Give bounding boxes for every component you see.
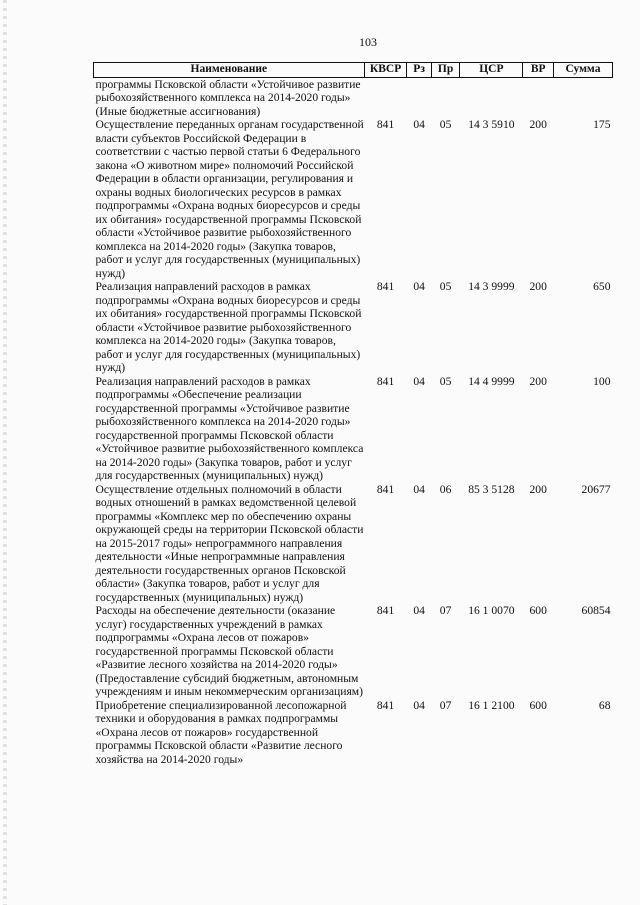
header-kvsr: КВСР [364, 63, 407, 78]
row-name: Реализация направлений расходов в рамках подпрограммы «Обеспечение реализации государственной программы «Устойчивое развитие рыбохозяйственного комплекса на 2014-2020 годы» государственной программы Псковской области «Устойчивое развитие рыбохозяйственного комплекса на 2014-2020 годы» (Закупка товаров, работ и услуг для государственных (муниципальных) нужд) [95, 374, 364, 482]
budget-table [93, 62, 613, 766]
table-row [94, 118, 613, 280]
row-pr: 05 [439, 374, 452, 388]
table-row [94, 483, 613, 605]
row-csr: 85 3 5128 [468, 482, 515, 496]
row-kvsr: 841 [376, 482, 395, 496]
row-sum: 20677 [581, 482, 611, 496]
row-kvsr: 841 [376, 374, 395, 388]
row-rz: 04 [413, 280, 425, 293]
row-pr: 07 [439, 604, 452, 617]
table-row [94, 699, 613, 767]
row-pr: 05 [439, 118, 452, 131]
row-vr: 200 [529, 280, 547, 293]
row-name: Расходы на обеспечение деятельности (оказание услуг) государственных учреждений в рамках подпрограммы «Охрана лесов от пожаров» государственной программы Псковской области «Развитие лесного хозяйства на 2014-2020 годы» (Предоставление субсидий бюджетным, автономным учреждениям и иным некоммерческим организациям) [95, 604, 363, 698]
header-name: Наименование [94, 63, 365, 78]
row-vr: 200 [529, 482, 547, 496]
row-vr: 200 [529, 374, 547, 388]
row-csr: 14 3 9999 [468, 280, 515, 293]
row-kvsr: 841 [376, 604, 395, 617]
row-name: программы Псковской области «Устойчивое развитие рыбохозяйственного комплекса на 2014-2020 годы» (Иные бюджетные ассигнования) [95, 77, 361, 118]
row-vr: 200 [529, 118, 547, 131]
header-vr: ВР [523, 63, 554, 78]
row-csr: 14 3 5910 [468, 118, 515, 131]
row-sum: 100 [593, 374, 611, 388]
row-pr: 05 [439, 280, 452, 293]
row-kvsr: 841 [376, 698, 395, 712]
row-name: Осуществление переданных органам государственной власти субъектов Российской Федерации в соответствии с частью первой статьи 6 Федерального закона «О животном мире» полномочий Российской Федерации в области организации, регулирования и охраны водных биологических ресурсов в рамках подпрограммы «Охрана водных биоресурсов и среды их обитания» государственной программы Псковской области «Устойчивое развитие рыбохозяйственного комплекса на 2014-2020 годы» (Закупка товаров, работ и услуг для государственных (муниципальных) нужд) [95, 118, 364, 280]
row-rz: 04 [413, 482, 425, 496]
header-rz: Рз [407, 63, 431, 78]
table-row [94, 604, 613, 699]
row-name: Осуществление отдельных полномочий в области водных отношений в рамках ведомственной целевой программы «Комплекс мер по обеспечению охраны окружающей среды на территории Псковской области на 2015-2017 годы» непрограммного направления деятельности «Иные непрограммные направления деятельности государственных органов Псковской области» (Закупка товаров, работ и услуг для государственных (муниципальных) нужд) [95, 482, 364, 604]
row-sum: 650 [593, 280, 611, 293]
row-name: Реализация направлений расходов в рамках подпрограммы «Охрана водных биоресурсов и среды их обитания» государственной программы Псковской области «Устойчивое развитие рыбохозяйственного комплекса на 2014-2020 годы» (Закупка товаров, работ и услуг для государственных (муниципальных) нужд) [95, 280, 362, 374]
row-csr: 14 4 9999 [468, 374, 515, 388]
row-sum: 60854 [581, 604, 611, 617]
row-rz: 04 [413, 604, 425, 617]
row-csr: 16 1 2100 [468, 698, 515, 712]
row-kvsr: 841 [376, 280, 395, 293]
row-rz: 04 [413, 118, 425, 131]
row-csr: 16 1 0070 [468, 604, 515, 617]
row-pr: 07 [439, 698, 452, 712]
table-row [94, 375, 613, 483]
row-vr: 600 [529, 604, 547, 617]
row-kvsr: 841 [376, 118, 395, 131]
table-row [94, 280, 613, 375]
header-sum: Сумма [553, 63, 612, 78]
header-csr: ЦСР [460, 63, 523, 78]
header-pr: Пр [431, 63, 459, 78]
row-rz: 04 [413, 698, 425, 712]
row-pr: 06 [439, 482, 452, 496]
row-sum: 175 [593, 118, 611, 131]
table-row-continuation [94, 77, 613, 118]
row-rz: 04 [413, 374, 425, 388]
page-number: 103 [359, 35, 377, 49]
row-vr: 600 [529, 698, 547, 712]
row-sum: 68 [598, 698, 611, 712]
scanned-page-edge [3, 0, 7, 905]
table-header-row [94, 63, 613, 78]
row-name: Приобретение специализированной лесопожарной техники и оборудования в рамках подпрограммы «Охрана лесов от пожаров» государственной программы Псковской области «Развитие лесного хозяйства на 2014-2020 годы» [95, 698, 347, 766]
